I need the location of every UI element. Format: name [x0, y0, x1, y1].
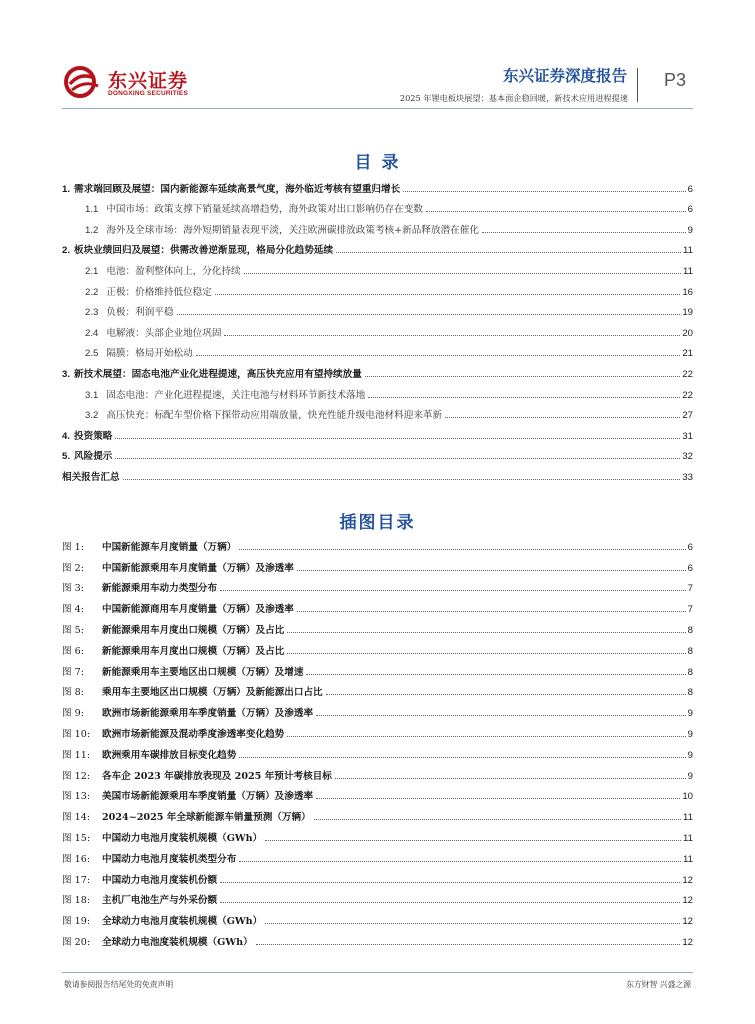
figure-entry-page: 12: [682, 895, 693, 907]
figure-entry[interactable]: [62, 844, 693, 865]
toc-entry[interactable]: [62, 318, 693, 339]
figure-entry-page: 9: [687, 770, 693, 782]
figure-entry-label: 新能源乘用车月度出口规模（万辆）及占比: [102, 645, 285, 657]
toc-entry-number: 1.: [62, 183, 71, 195]
toc-entry[interactable]: [62, 277, 693, 298]
figure-entry-number: 图 14:: [62, 812, 91, 824]
toc-entry[interactable]: [62, 215, 693, 236]
toc-entry-number: 1.2: [85, 224, 99, 236]
figure-entry-label: 美国市场新能源乘用车季度销量（万辆）及渗透率: [102, 791, 314, 803]
toc-entry[interactable]: [62, 298, 693, 319]
header-divider: [637, 68, 638, 102]
toc-entry[interactable]: [62, 339, 693, 360]
figure-entry-number: 图 4:: [62, 604, 84, 616]
figure-entry-label: 欧洲市场新能源及混动季度渗透率变化趋势: [102, 728, 285, 740]
dot-leader: [335, 778, 686, 779]
figure-entry[interactable]: [62, 782, 693, 803]
toc-entry-number: 1.1: [85, 204, 99, 216]
figure-entry-page: 8: [687, 687, 693, 699]
toc-entry-number: 2.5: [85, 348, 99, 360]
toc-entry-label: 风险提示: [74, 451, 113, 463]
figure-entry-label: 新能源乘用车动力类型分布: [102, 583, 218, 595]
toc-entry-label: 中国市场：政策支撑下销量延续高增趋势，海外政策对出口影响仍存在变数: [106, 204, 423, 216]
figure-entry-label: 中国新能源乘用车月度销量（万辆）及渗透率: [102, 562, 294, 574]
dot-leader: [287, 653, 685, 654]
toc-entry-label: 电解液：头部企业地位巩固: [106, 327, 222, 339]
dot-leader: [297, 570, 686, 571]
toc-entry-number: 2.3: [85, 307, 99, 319]
figure-entry-page: 8: [687, 666, 693, 678]
toc-entry[interactable]: [62, 442, 693, 463]
dot-leader: [196, 355, 681, 356]
toc-entry-label: 固态电池：产业化进程提速，关注电池与材料环节新技术落地: [106, 389, 366, 401]
dot-leader: [482, 232, 686, 233]
figure-entry[interactable]: [62, 678, 693, 699]
figure-entry-number: 图 8:: [62, 687, 84, 699]
toc-entry[interactable]: [62, 380, 693, 401]
report-subtitle: 2025 年锂电板块展望：基本面企稳回暖，新技术应用进程提速: [399, 93, 628, 103]
dot-leader: [316, 798, 680, 799]
dot-leader: [239, 757, 685, 758]
figure-entry-number: 图 18:: [62, 895, 91, 907]
toc-entry[interactable]: [62, 174, 693, 195]
dot-leader: [239, 549, 685, 550]
figure-entry-page: 12: [682, 874, 693, 886]
toc-entry[interactable]: [62, 256, 693, 277]
toc-entry-page: 22: [682, 368, 693, 380]
figure-entry-label: 中国动力电池月度装机规模（GWh）: [102, 832, 263, 844]
dot-leader: [365, 376, 681, 377]
figure-entry-page: 7: [687, 604, 693, 616]
figure-entry-number: 图 10:: [62, 728, 91, 740]
figure-entry-page: 11: [683, 853, 693, 865]
toc-entry-number: 2.1: [85, 265, 99, 277]
page-header: [0, 0, 755, 120]
dot-leader: [445, 417, 680, 418]
figure-entry-label: 新能源乘用车月度出口规模（万辆）及占比: [102, 624, 285, 636]
figures-title: 插图目录: [339, 513, 416, 533]
figure-entry-label: 主机厂电池生产与外采份额: [102, 895, 218, 907]
dot-leader: [316, 715, 686, 716]
dot-leader: [239, 861, 681, 862]
dot-leader: [297, 611, 686, 612]
footer-rule: [62, 972, 693, 973]
report-type: 东兴证券深度报告: [502, 67, 627, 85]
toc-entry-page: 32: [682, 451, 693, 463]
figure-entry-label: 中国动力电池月度装机类型分布: [102, 853, 237, 865]
dot-leader: [265, 840, 681, 841]
figure-entry-label: 新能源乘用车主要地区出口规模（万辆）及增速: [102, 666, 304, 678]
figure-entry-number: 图 2:: [62, 562, 84, 574]
figure-entry-page: 11: [683, 812, 693, 824]
toc-entry-label: 高压快充：标配车型价格下探带动应用端放量，快充性能升级电池材料迎来革新: [106, 410, 443, 422]
dot-leader: [336, 252, 681, 253]
figure-entry[interactable]: [62, 574, 693, 595]
toc-entry-page: 21: [682, 348, 693, 360]
toc-entry-page: 33: [682, 471, 693, 483]
figure-entry[interactable]: [62, 719, 693, 740]
figure-entry[interactable]: [62, 761, 693, 782]
figure-entry-page: 9: [687, 728, 693, 740]
toc-entry-page: 16: [682, 286, 693, 298]
dot-leader: [123, 479, 681, 480]
dot-leader: [215, 294, 680, 295]
figure-entry-label: 欧洲乘用车碳排放目标变化趋势: [102, 749, 237, 761]
figure-entry[interactable]: [62, 886, 693, 907]
figure-entry[interactable]: [62, 927, 693, 948]
toc-entry[interactable]: [62, 421, 693, 442]
figure-entry-page: 9: [687, 749, 693, 761]
dot-leader: [220, 902, 680, 903]
brand-name-cn: 东兴证券: [108, 70, 189, 92]
figure-entry-number: 图 12:: [62, 770, 91, 782]
dot-leader: [220, 882, 680, 883]
figure-entry-page: 6: [687, 541, 693, 553]
dot-leader: [115, 438, 680, 439]
figure-entry-page: 9: [687, 708, 693, 720]
figure-entry-page: 12: [682, 916, 693, 928]
figure-entry[interactable]: [62, 636, 693, 657]
figure-entry-page: 8: [687, 645, 693, 657]
figure-entry-number: 图 11:: [62, 749, 91, 761]
figure-entry[interactable]: [62, 553, 693, 574]
figure-entry-page: 8: [687, 624, 693, 636]
toc-entry-label: 海外及全球市场：海外短期销量表现平淡，关注欧洲碳排放政策考核+新品释放潜在催化: [106, 224, 479, 236]
toc-entry-page: 19: [682, 307, 693, 319]
figure-entry-number: 图 15:: [62, 832, 91, 844]
dot-leader: [426, 211, 686, 212]
figure-entry-number: 图 20:: [62, 936, 91, 948]
figure-entry[interactable]: [62, 823, 693, 844]
figure-list: [62, 532, 693, 948]
toc-entry-label: 板块业绩回归及展望：供需改善逆渐显现，格局分化趋势延续: [74, 245, 334, 257]
toc-entry-page: 22: [682, 389, 693, 401]
figure-entry-label: 中国新能源车月度销量（万辆）: [102, 541, 237, 553]
toc-entry-page: 27: [682, 410, 693, 422]
figure-entry-label: 2024~2025 年全球新能源车销量预测（万辆）: [102, 812, 311, 824]
toc-entry-page: 20: [682, 327, 693, 339]
toc-entry-number: 5.: [62, 451, 71, 463]
toc-entry-label: 需求端回顾及展望：国内新能源车延续高景气度，海外临近考核有望重归增长: [74, 183, 401, 195]
figure-entry-number: 图 7:: [62, 666, 84, 678]
dot-leader: [244, 273, 681, 274]
dot-leader: [224, 335, 680, 336]
toc-entry-page: 6: [687, 183, 693, 195]
figure-entry-label: 全球动力电池月度装机规模（GWh）: [102, 916, 263, 928]
figure-entry-label: 全球动力电池度装机规模（GWh）: [102, 936, 253, 948]
figure-entry[interactable]: [62, 532, 693, 553]
figure-entry-number: 图 5:: [62, 624, 84, 636]
toc-entry-number: 2.: [62, 245, 71, 257]
footer-slogan: 东方财智 兴盛之源: [626, 980, 691, 989]
figure-entry-number: 图 19:: [62, 916, 91, 928]
figure-entry-number: 图 3:: [62, 583, 84, 595]
figure-entry-page: 10: [682, 791, 693, 803]
toc-entry-label: 相关报告汇总: [62, 471, 120, 483]
figure-entry-label: 中国新能源商用车月度销量（万辆）及渗透率: [102, 604, 294, 616]
figure-entry-label: 欧洲市场新能源乘用车季度销量（万辆）及渗透率: [102, 708, 314, 720]
figure-entry[interactable]: [62, 594, 693, 615]
toc-entry-label: 电池：盈利整体向上，分化持续: [106, 265, 241, 277]
toc-entry-page: 11: [683, 265, 693, 277]
dot-leader: [287, 736, 685, 737]
figure-entry-label: 中国动力电池月度装机份额: [102, 874, 218, 886]
dot-leader: [368, 397, 680, 398]
figure-entry-number: 图 1:: [62, 541, 84, 553]
figure-entry-number: 图 9:: [62, 708, 84, 720]
toc-entry-number: 2.2: [85, 286, 99, 298]
dongxing-logo-icon: [64, 66, 104, 98]
dot-leader: [265, 923, 680, 924]
toc-entry-page: 9: [687, 224, 693, 236]
figure-entry[interactable]: [62, 615, 693, 636]
toc-entry-label: 隔膜：格局开始松动: [106, 348, 193, 360]
toc-entry-page: 6: [687, 204, 693, 216]
figure-entry-number: 图 17:: [62, 874, 91, 886]
dot-leader: [256, 944, 681, 945]
figure-entry-number: 图 6:: [62, 645, 84, 657]
figure-entry[interactable]: [62, 698, 693, 719]
toc-entry[interactable]: [62, 359, 693, 380]
toc-entry[interactable]: [62, 195, 693, 216]
figure-entry-number: 图 16:: [62, 853, 91, 865]
figure-entry[interactable]: [62, 906, 693, 927]
dot-leader: [115, 458, 680, 459]
toc-entry-label: 投资策略: [74, 430, 113, 442]
header-rule: [62, 108, 693, 109]
toc-title: 目 录: [354, 153, 401, 173]
toc-entry-number: 3.2: [85, 410, 99, 422]
dot-leader: [326, 694, 686, 695]
toc-entry-label: 新技术展望：固态电池产业化进程提速，高压快充应用有望持续放量: [74, 368, 362, 380]
page-number: P3: [664, 70, 687, 90]
dot-leader: [220, 590, 686, 591]
toc-entry-page: 31: [682, 430, 693, 442]
figure-entry-label: 乘用车主要地区出口规模（万辆）及新能源出口占比: [102, 687, 323, 699]
dot-leader: [306, 674, 685, 675]
brand-name-en: DONGXING SECURITIES: [108, 90, 189, 97]
toc-entry[interactable]: [62, 462, 693, 483]
dot-leader: [314, 819, 681, 820]
figure-entry-page: 11: [683, 832, 693, 844]
figure-entry[interactable]: [62, 802, 693, 823]
figure-entry[interactable]: [62, 740, 693, 761]
toc-entry-number: 3.1: [85, 389, 99, 401]
toc-entry-page: 11: [683, 245, 693, 257]
toc-entry-number: 4.: [62, 430, 71, 442]
dot-leader: [403, 191, 685, 192]
figure-entry[interactable]: [62, 657, 693, 678]
toc-entry[interactable]: [62, 401, 693, 422]
toc-entry-number: 3.: [62, 368, 71, 380]
figure-entry-page: 7: [687, 583, 693, 595]
dot-leader: [177, 314, 681, 315]
toc-entry-number: 2.4: [85, 327, 99, 339]
toc-entry[interactable]: [62, 236, 693, 257]
figure-entry-page: 12: [682, 936, 693, 948]
figure-entry-page: 6: [687, 562, 693, 574]
toc-entry-label: 负极：利润平稳: [106, 307, 174, 319]
footer-disclaimer: 敬请参阅报告结尾处的免责声明: [64, 980, 174, 989]
figure-entry-number: 图 13:: [62, 791, 91, 803]
figure-entry[interactable]: [62, 865, 693, 886]
toc-entry-label: 正极：价格维持低位稳定: [106, 286, 212, 298]
dot-leader: [287, 632, 685, 633]
table-of-contents: [62, 174, 693, 483]
figure-entry-label: 各车企 2023 年碳排放表现及 2025 年预计考核目标: [102, 770, 332, 782]
